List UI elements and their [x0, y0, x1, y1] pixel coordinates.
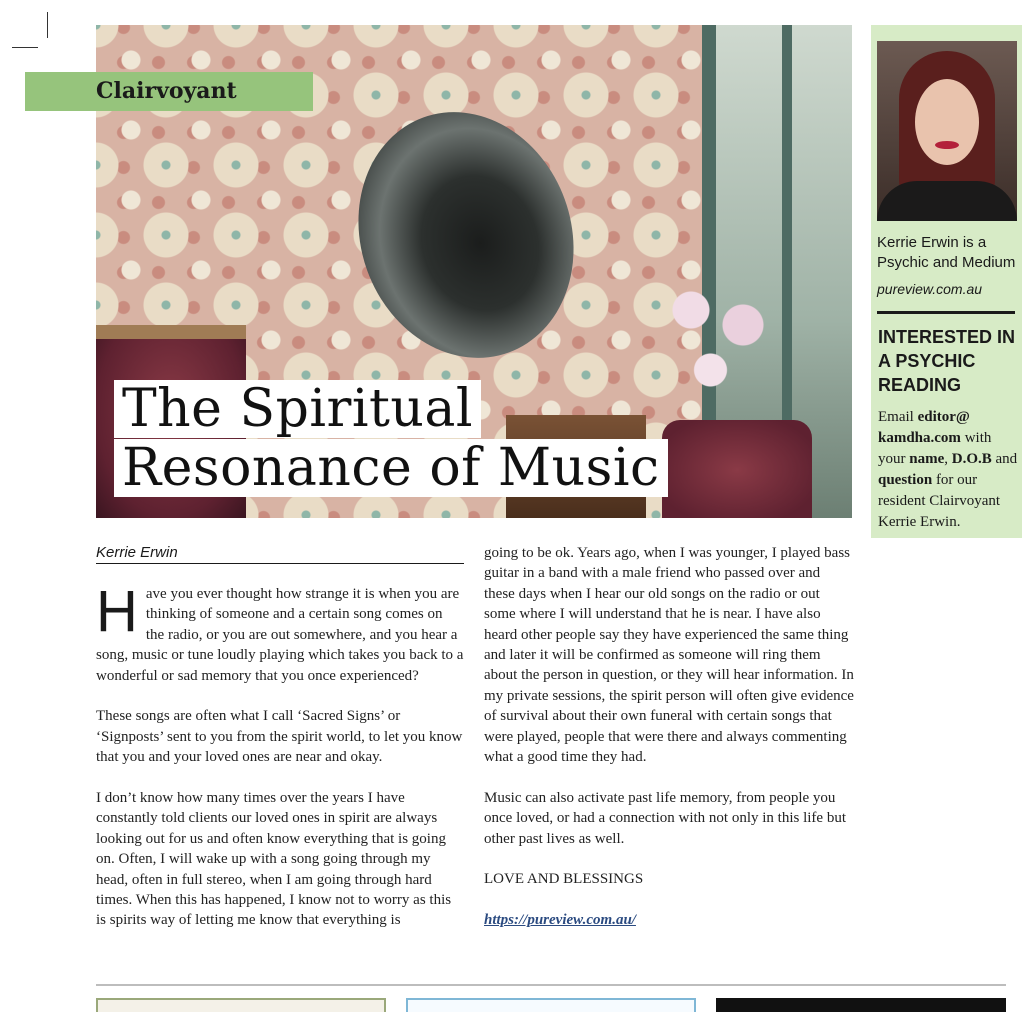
- paragraph-text: ave you ever thought how strange it is when you are thinking of someone and a certain song comes on the radio, or you are out somewhere, and you hear a song, music or tune loudly playing which takes you back to a wonderful or sad memory that you once experienced?: [96, 586, 464, 684]
- article-title-line-2: Resonance of Music: [114, 439, 668, 497]
- sidebar-heading: INTERESTED IN A PSYCHIC READING: [878, 327, 1016, 395]
- article-column-right: [484, 543, 854, 951]
- author-caption: Kerrie Erwin is a Psychic and Medium: [877, 234, 1016, 271]
- section-label: Clairvoyant: [25, 72, 313, 111]
- author-face: [915, 79, 979, 165]
- crop-mark-vertical: [47, 12, 48, 38]
- paragraph: Music can also activate past life memory, from people you once loved, or had a connection with not only in this life but other past lives as well.: [484, 789, 847, 847]
- related-thumbnail-3[interactable]: [716, 998, 1006, 1012]
- crop-mark-horizontal: [12, 47, 38, 48]
- author-url[interactable]: pureview.com.au: [877, 281, 983, 297]
- paragraph: going to be ok. Years ago, when I was younger, I played bass guitar in a band with a male friend who passed over and these days when I hear our old songs on the radio or out some where I will understand that he is near. I have also heard other people say they have experienced the same thing and later it will be confirmed as someone will ring them about the person in question, or they will hear information. In my private sessions, the spirit person will often give evidence of survival about their own funeral with certain songs that were played, people that were there and always commenting what a good time they had.: [484, 545, 854, 766]
- paragraph: These songs are often what I call ‘Sacred Signs’ or ‘Signposts’ sent to you from the spirit world, to let you know that you and your loved ones are near and okay.: [96, 708, 463, 766]
- body-text: ,: [944, 451, 952, 467]
- body-text: for our resident Clairvoyant Kerrie Erwin.: [878, 472, 1001, 530]
- sidebar-body: [878, 407, 1020, 533]
- article-column-left: [96, 579, 464, 951]
- armchair-right: [662, 420, 812, 518]
- related-thumbnail-2[interactable]: [406, 998, 696, 1012]
- drop-cap: H: [96, 579, 138, 644]
- author-sidebar: [871, 25, 1022, 538]
- author-lips: [935, 141, 959, 149]
- flower-vase: [652, 265, 782, 415]
- byline: Kerrie Erwin: [96, 544, 464, 564]
- page-divider: [96, 984, 1006, 986]
- article-title-line-1: The Spiritual: [114, 380, 481, 438]
- sidebar-divider: [877, 311, 1015, 314]
- paragraph: [484, 910, 854, 930]
- paragraph: I don’t know how many times over the years I have constantly told clients our loved ones in spirit are always looking out for us and often know everything that is going on. Often, I will wake up with a song going through my head, often in full stereo, when I am going through hard times. When this has happened, I know not to worry as this is spirits way of letting me know that everything is: [96, 790, 452, 929]
- keyword-dob: D.O.B: [951, 451, 992, 467]
- author-coat: [877, 181, 1017, 221]
- body-text: Email: [878, 409, 918, 425]
- website-link[interactable]: https://pureview.com.au/: [484, 912, 636, 929]
- related-thumbnail-1[interactable]: [96, 998, 386, 1012]
- author-photo: [877, 41, 1017, 221]
- sign-off: LOVE AND BLESSINGS: [484, 871, 644, 888]
- keyword-question: question: [878, 472, 933, 488]
- body-text: and: [991, 451, 1018, 467]
- body-text: with your: [878, 430, 992, 467]
- paragraph: [96, 579, 464, 686]
- keyword-name: name: [909, 451, 945, 467]
- email-address[interactable]: editor@ kamdha.com: [878, 409, 970, 446]
